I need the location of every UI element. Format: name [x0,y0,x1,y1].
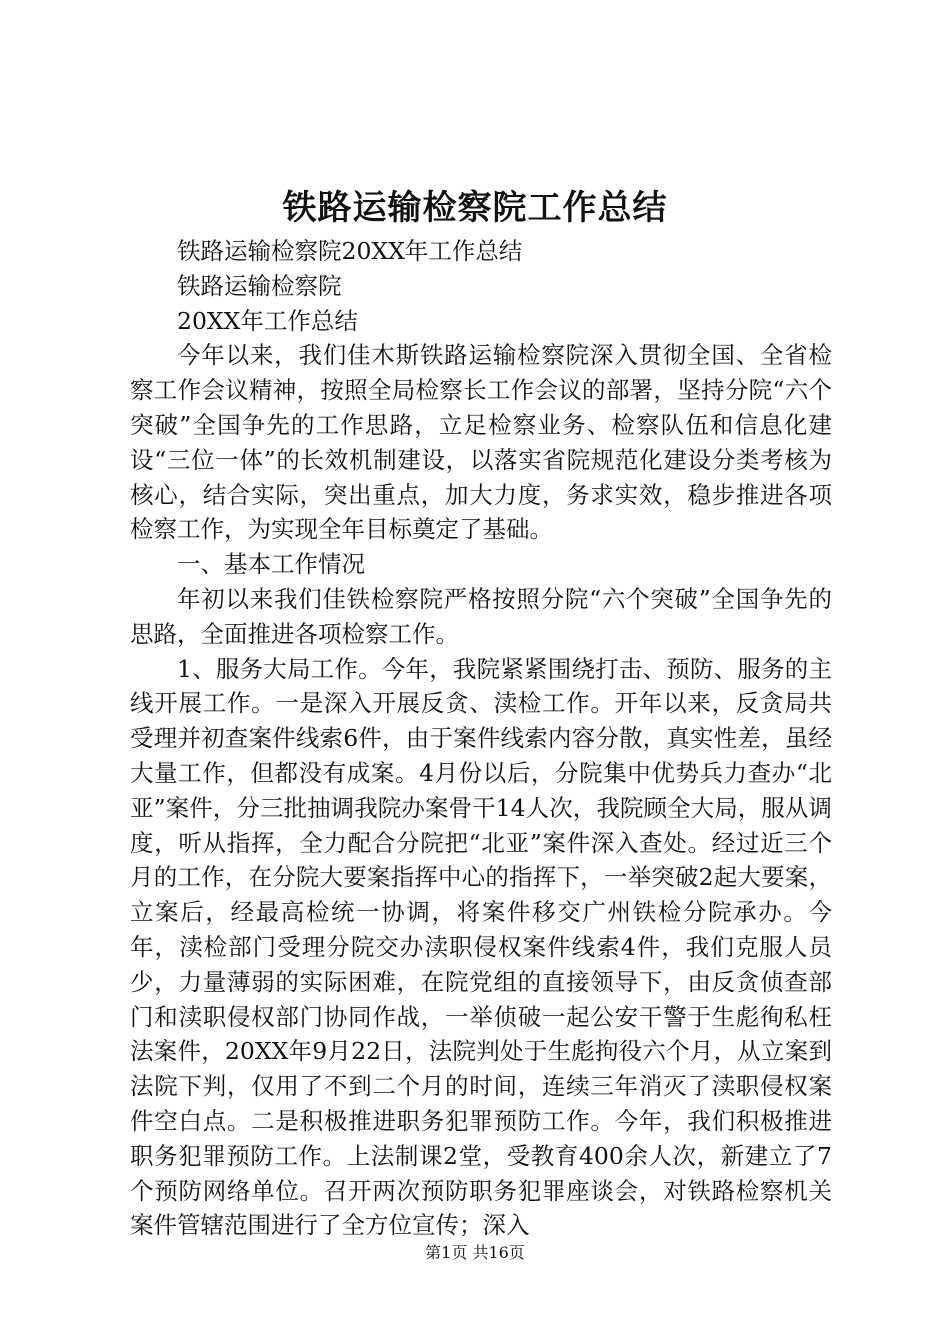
body-paragraph: 1、服务大局工作。今年，我院紧紧围绕打击、预防、服务的主线开展工作。一是深入开展反贪、渎检工作。开年以来，反贪局共受理并初查案件线索6件，由于案件线索内容分散，真实性差，虽经大量工作，但都没有成案。4月份以后，分院集中优势兵力查办“北亚”案件，分三批抽调我院办案骨干14人次，我院顾全大局，服从调度，听从指挥，全力配合分院把“北亚”案件深入查处。经过近三个月的工作，在分院大要案指挥中心的指挥下，一举突破2起大要案，立案后，经最高检统一协调，将案件移交广州铁检分院承办。今年，渎检部门受理分院交办渎职侵权案件线索4件，我们克服人员少，力量薄弱的实际困难，在院党组的直接领导下，由反贪侦查部门和渎职侵权部门协同作战，一举侦破一起公安干警于生彪徇私枉法案件，20XX年9月22日，法院判处于生彪拘役六个月，从立案到法院下判，仅用了不到二个月的时间，连续三年消灭了渎职侵权案件空白点。二是积极推进职务犯罪预防工作。今年，我们积极推进职务犯罪预防工作。上法制课2堂，受教育400余人次，新建立了7个预防网络单位。召开两次预防职务犯罪座谈会，对铁路检察机关案件管辖范围进行了全方位宣传；深入 [130,654,832,1240]
document-body [130,234,832,1243]
subtitle-line: 铁路运输检察院20XX年工作总结 [177,237,523,265]
section-heading: 一、基本工作情况 [177,550,365,579]
body-paragraph: 今年以来，我们佳木斯铁路运输检察院深入贯彻全国、全省检察工作会议精神，按照全局检察长工作会议的部署，坚持分院“六个突破”全国争先的工作思路，立足检察业务、检察队伍和信息化建设“三位一体”的长效机制建设，以落实省院规范化建设分类考核为核心，结合实际，突出重点，加大力度，务求实效，稳步推进各项检察工作，为实现全年目标奠定了基础。 [130,341,832,544]
document-title: 铁路运输检察院工作总结 [282,188,668,228]
page-footer: 第1页 共16页 [425,1243,525,1262]
body-paragraph: 年初以来我们佳铁检察院严格按照分院“六个突破”全国争先的思路，全面推进各项检察工作。 [130,584,832,648]
subtitle-line: 20XX年工作总结 [177,306,358,335]
subtitle-line: 铁路运输检察院 [177,271,342,300]
